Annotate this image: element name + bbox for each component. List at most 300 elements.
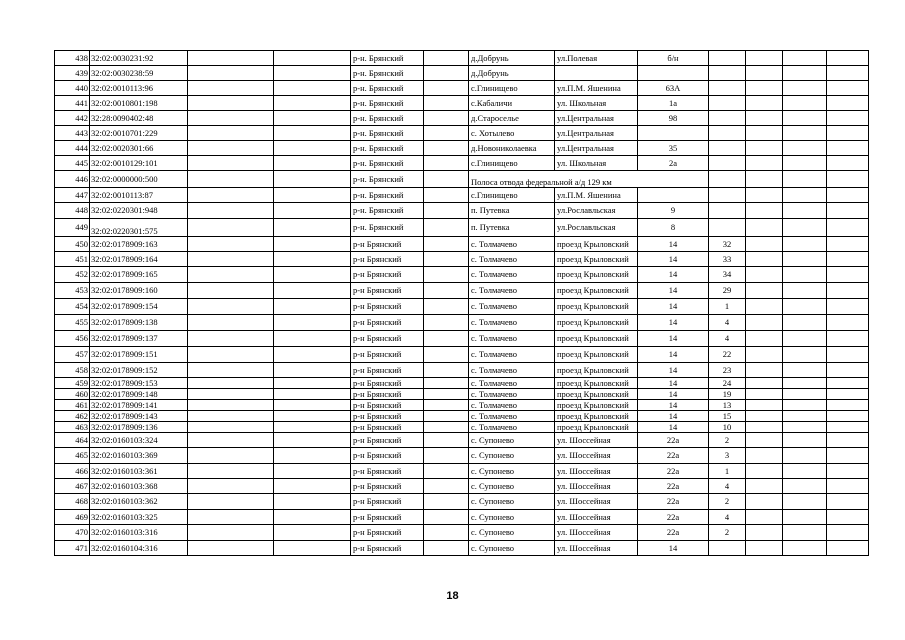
row-number-cell: 448 [55,203,90,219]
cadastral-number-cell: 32:02:0178909:160 [90,283,188,299]
empty-cell [274,51,351,66]
empty-cell [424,494,469,510]
empty-cell [274,283,351,299]
empty-cell [827,299,869,315]
district-cell: р-н Брянский [351,267,424,283]
cadastral-number-cell: 32:02:0030238:59 [90,66,188,81]
flat-cell: 32 [709,237,746,252]
empty-cell [827,141,869,156]
table-row [55,400,869,411]
empty-cell [783,433,827,448]
street-cell: ул.Центральная [555,111,638,126]
street-cell: ул. Шоссейная [555,433,638,448]
empty-cell [746,347,783,363]
settlement-cell: с. Толмачево [469,237,555,252]
street-cell: ул. Школьная [555,156,638,171]
empty-cell [827,66,869,81]
empty-cell [274,378,351,389]
settlement-cell: с.Кабаличи [469,96,555,111]
flat-cell [709,126,746,141]
empty-cell [424,111,469,126]
district-cell: р-н Брянский [351,541,424,556]
street-cell: проезд Крыловский [555,283,638,299]
empty-cell [188,111,274,126]
cadastral-number-cell: 32:02:0010113:96 [90,81,188,96]
street-cell: проезд Крыловский [555,389,638,400]
row-number-cell: 442 [55,111,90,126]
street-cell [555,66,638,81]
empty-cell [274,464,351,479]
empty-cell [746,411,783,422]
empty-cell [827,315,869,331]
empty-cell [827,363,869,378]
cadastral-number-cell: 32:02:0178909:154 [90,299,188,315]
empty-cell [827,331,869,347]
row-number-cell: 468 [55,494,90,510]
row-number-cell: 470 [55,525,90,541]
table-row [55,299,869,315]
empty-cell [424,171,469,188]
flat-cell [709,141,746,156]
empty-cell [783,81,827,96]
empty-cell [424,363,469,378]
flat-cell: 19 [709,389,746,400]
cadastral-number-cell: 32:02:0020301:66 [90,141,188,156]
empty-cell [274,331,351,347]
district-cell: р-н Брянский [351,479,424,494]
empty-cell [274,267,351,283]
row-number-cell: 438 [55,51,90,66]
empty-cell [424,81,469,96]
empty-cell [746,96,783,111]
row-number-cell: 454 [55,299,90,315]
row-number-cell: 446 [55,171,90,188]
district-cell: р-н. Брянский [351,96,424,111]
settlement-cell: п. Путевка [469,203,555,219]
district-cell: р-н Брянский [351,494,424,510]
house-cell: 14 [638,378,709,389]
empty-cell [827,400,869,411]
street-cell: ул.Рославльская [555,203,638,219]
empty-cell [827,411,869,422]
empty-cell [827,389,869,400]
property-registry-table [54,50,869,556]
empty-cell [188,96,274,111]
empty-cell [783,331,827,347]
district-cell: р-н Брянский [351,283,424,299]
settlement-cell: с. Супонево [469,433,555,448]
empty-cell [827,96,869,111]
district-cell: р-н. Брянский [351,81,424,96]
empty-cell [424,252,469,267]
empty-cell [746,525,783,541]
house-cell: 14 [638,299,709,315]
empty-cell [188,252,274,267]
row-number-cell: 444 [55,141,90,156]
empty-cell [424,126,469,141]
cadastral-number-cell: 32:02:0220301:575 [90,219,188,237]
table-row [55,111,869,126]
empty-cell [827,422,869,433]
table-row [55,51,869,66]
settlement-cell: с. Толмачево [469,378,555,389]
district-cell: р-н Брянский [351,331,424,347]
empty-cell [827,283,869,299]
empty-cell [274,347,351,363]
flat-cell: 13 [709,400,746,411]
district-cell: р-н. Брянский [351,156,424,171]
cadastral-number-cell: 32:02:0160103:324 [90,433,188,448]
street-cell: ул.Центральная [555,141,638,156]
table-row [55,494,869,510]
street-cell: проезд Крыловский [555,422,638,433]
district-cell: р-н. Брянский [351,66,424,81]
house-cell: 14 [638,422,709,433]
house-cell: 14 [638,252,709,267]
empty-cell [746,494,783,510]
empty-cell [188,494,274,510]
flat-cell: 1 [709,299,746,315]
empty-cell [827,347,869,363]
empty-cell [274,81,351,96]
street-cell: проезд Крыловский [555,363,638,378]
empty-cell [827,448,869,464]
empty-cell [188,283,274,299]
settlement-cell: п. Путевка [469,219,555,237]
empty-cell [424,299,469,315]
table-row [55,347,869,363]
empty-cell [783,400,827,411]
table-row [55,66,869,81]
table-row [55,203,869,219]
house-cell: б/н [638,51,709,66]
row-number-cell: 439 [55,66,90,81]
settlement-cell: с. Супонево [469,494,555,510]
street-cell: ул.П.М. Яшенина [555,188,638,203]
table-row [55,171,869,188]
settlement-cell: с. Супонево [469,479,555,494]
street-cell: ул. Шоссейная [555,510,638,525]
table-row [55,81,869,96]
empty-cell [424,510,469,525]
street-cell: проезд Крыловский [555,411,638,422]
cadastral-number-cell: 32:02:0220301:948 [90,203,188,219]
empty-cell [783,448,827,464]
cadastral-number-cell: 32:02:0010701:229 [90,126,188,141]
row-number-cell: 453 [55,283,90,299]
house-cell: 14 [638,389,709,400]
empty-cell [827,171,869,188]
cadastral-number-cell: 32:02:0160104:316 [90,541,188,556]
empty-cell [424,315,469,331]
settlement-cell: д.Новониколаевка [469,141,555,156]
settlement-cell: с. Супонево [469,510,555,525]
street-cell: ул. Шоссейная [555,525,638,541]
empty-cell [827,464,869,479]
empty-cell [274,315,351,331]
table-row [55,510,869,525]
empty-cell [827,378,869,389]
settlement-cell: с. Супонево [469,525,555,541]
empty-cell [424,188,469,203]
empty-cell [424,156,469,171]
empty-cell [783,541,827,556]
empty-cell [746,448,783,464]
row-number-cell: 455 [55,315,90,331]
empty-cell [188,141,274,156]
empty-cell [424,433,469,448]
cadastral-number-cell: 32:02:0178909:141 [90,400,188,411]
house-cell: 22а [638,479,709,494]
settlement-cell: с. Толмачево [469,299,555,315]
district-cell: р-н. Брянский [351,188,424,203]
empty-cell [188,541,274,556]
empty-cell [424,378,469,389]
house-cell [638,126,709,141]
empty-cell [783,96,827,111]
empty-cell [783,51,827,66]
table-row [55,389,869,400]
flat-cell: 2 [709,525,746,541]
empty-cell [188,347,274,363]
table-row [55,479,869,494]
empty-cell [188,331,274,347]
district-cell: р-н Брянский [351,252,424,267]
empty-cell [424,203,469,219]
table-row [55,126,869,141]
cadastral-number-cell: 32:02:0178909:138 [90,315,188,331]
empty-cell [188,126,274,141]
empty-cell [424,541,469,556]
settlement-cell: с. Толмачево [469,411,555,422]
empty-cell [274,252,351,267]
street-cell: проезд Крыловский [555,400,638,411]
flat-cell: 4 [709,510,746,525]
empty-cell [827,51,869,66]
street-cell: ул. Шоссейная [555,494,638,510]
district-cell: р-н. Брянский [351,141,424,156]
empty-cell [274,188,351,203]
empty-cell [188,237,274,252]
settlement-cell: с. Толмачево [469,315,555,331]
flat-cell [709,219,746,237]
empty-cell [783,479,827,494]
empty-cell [424,283,469,299]
house-cell: 2а [638,156,709,171]
house-cell: 22а [638,525,709,541]
empty-cell [746,541,783,556]
empty-cell [188,66,274,81]
empty-cell [274,156,351,171]
district-cell: р-н Брянский [351,237,424,252]
empty-cell [188,203,274,219]
table-row [55,331,869,347]
empty-cell [188,389,274,400]
flat-cell [709,81,746,96]
cadastral-number-cell: 32:02:0178909:165 [90,267,188,283]
row-number-cell: 467 [55,479,90,494]
empty-cell [827,156,869,171]
cadastral-number-cell: 32:02:0000000:500 [90,171,188,188]
empty-cell [188,81,274,96]
row-number-cell: 452 [55,267,90,283]
empty-cell [783,156,827,171]
flat-cell: 34 [709,267,746,283]
empty-cell [746,363,783,378]
empty-cell [783,203,827,219]
house-cell: 14 [638,237,709,252]
cadastral-number-cell: 32:02:0160103:316 [90,525,188,541]
empty-cell [827,81,869,96]
empty-cell [274,422,351,433]
empty-cell [274,299,351,315]
empty-cell [827,541,869,556]
flat-cell [709,188,746,203]
row-number-cell: 465 [55,448,90,464]
row-number-cell: 456 [55,331,90,347]
empty-cell [827,203,869,219]
row-number-cell: 469 [55,510,90,525]
empty-cell [424,267,469,283]
empty-cell [827,188,869,203]
empty-cell [424,389,469,400]
empty-cell [746,464,783,479]
flat-cell: 3 [709,448,746,464]
flat-cell: 2 [709,494,746,510]
row-number-cell: 443 [55,126,90,141]
house-cell: 14 [638,331,709,347]
cadastral-number-cell: 32:02:0010113:87 [90,188,188,203]
table-row [55,378,869,389]
street-cell: ул. Школьная [555,96,638,111]
district-cell: р-н. Брянский [351,219,424,237]
house-cell: 22а [638,464,709,479]
row-number-cell: 461 [55,400,90,411]
house-cell: 9 [638,203,709,219]
empty-cell [783,141,827,156]
empty-cell [783,171,827,188]
row-number-cell: 466 [55,464,90,479]
street-cell: проезд Крыловский [555,299,638,315]
empty-cell [424,525,469,541]
settlement-cell: с. Толмачево [469,347,555,363]
street-cell: проезд Крыловский [555,315,638,331]
flat-cell: 23 [709,363,746,378]
house-cell: 14 [638,363,709,378]
empty-cell [274,237,351,252]
empty-cell [746,51,783,66]
empty-cell [424,66,469,81]
table-row [55,433,869,448]
empty-cell [746,400,783,411]
flat-cell: 2 [709,433,746,448]
empty-cell [783,66,827,81]
empty-cell [424,422,469,433]
empty-cell [746,126,783,141]
table-row [55,448,869,464]
empty-cell [274,203,351,219]
flat-cell: 15 [709,411,746,422]
empty-cell [188,525,274,541]
district-cell: р-н Брянский [351,448,424,464]
empty-cell [424,331,469,347]
row-number-cell: 462 [55,411,90,422]
house-cell: 22а [638,448,709,464]
house-cell: 14 [638,283,709,299]
empty-cell [746,299,783,315]
empty-cell [188,448,274,464]
empty-cell [827,237,869,252]
row-number-cell: 463 [55,422,90,433]
empty-cell [783,267,827,283]
settlement-cell: с. Толмачево [469,331,555,347]
row-number-cell: 458 [55,363,90,378]
district-cell: р-н. Брянский [351,51,424,66]
empty-cell [274,363,351,378]
district-cell: р-н Брянский [351,510,424,525]
cadastral-number-cell: 32:02:0178909:152 [90,363,188,378]
settlement-cell: с. Супонево [469,541,555,556]
row-number-cell: 441 [55,96,90,111]
district-cell: р-н Брянский [351,464,424,479]
empty-cell [746,433,783,448]
district-cell: р-н. Брянский [351,203,424,219]
empty-cell [274,400,351,411]
table-body [55,51,869,556]
cadastral-number-cell: 32:02:0030231:92 [90,51,188,66]
street-cell: ул.Центральная [555,126,638,141]
empty-cell [274,479,351,494]
row-number-cell: 459 [55,378,90,389]
district-cell: р-н Брянский [351,363,424,378]
empty-cell [746,188,783,203]
empty-cell [274,66,351,81]
district-cell: р-н Брянский [351,525,424,541]
house-cell: 1а [638,96,709,111]
empty-cell [746,81,783,96]
cadastral-number-cell: 32:02:0178909:148 [90,389,188,400]
empty-cell [274,525,351,541]
empty-cell [783,363,827,378]
empty-cell [783,283,827,299]
empty-cell [783,389,827,400]
empty-cell [424,411,469,422]
settlement-cell: с. Толмачево [469,363,555,378]
settlement-cell: с. Супонево [469,464,555,479]
empty-cell [783,237,827,252]
cadastral-number-cell: 32:02:0178909:143 [90,411,188,422]
empty-cell [827,433,869,448]
empty-cell [188,51,274,66]
cadastral-number-cell: 32:02:0178909:136 [90,422,188,433]
empty-cell [746,66,783,81]
house-cell: 63А [638,81,709,96]
cadastral-number-cell: 32:02:0010129:101 [90,156,188,171]
settlement-cell: с. Хотылево [469,126,555,141]
street-cell: ул. Шоссейная [555,479,638,494]
empty-cell [783,252,827,267]
empty-cell [783,111,827,126]
empty-cell [274,96,351,111]
cadastral-number-cell: 32:02:0160103:362 [90,494,188,510]
settlement-cell: д.Добрунь [469,66,555,81]
row-number-cell: 447 [55,188,90,203]
table-row [55,252,869,267]
cadastral-number-cell: 32:02:0160103:368 [90,479,188,494]
empty-cell [746,141,783,156]
empty-cell [783,510,827,525]
empty-cell [746,331,783,347]
